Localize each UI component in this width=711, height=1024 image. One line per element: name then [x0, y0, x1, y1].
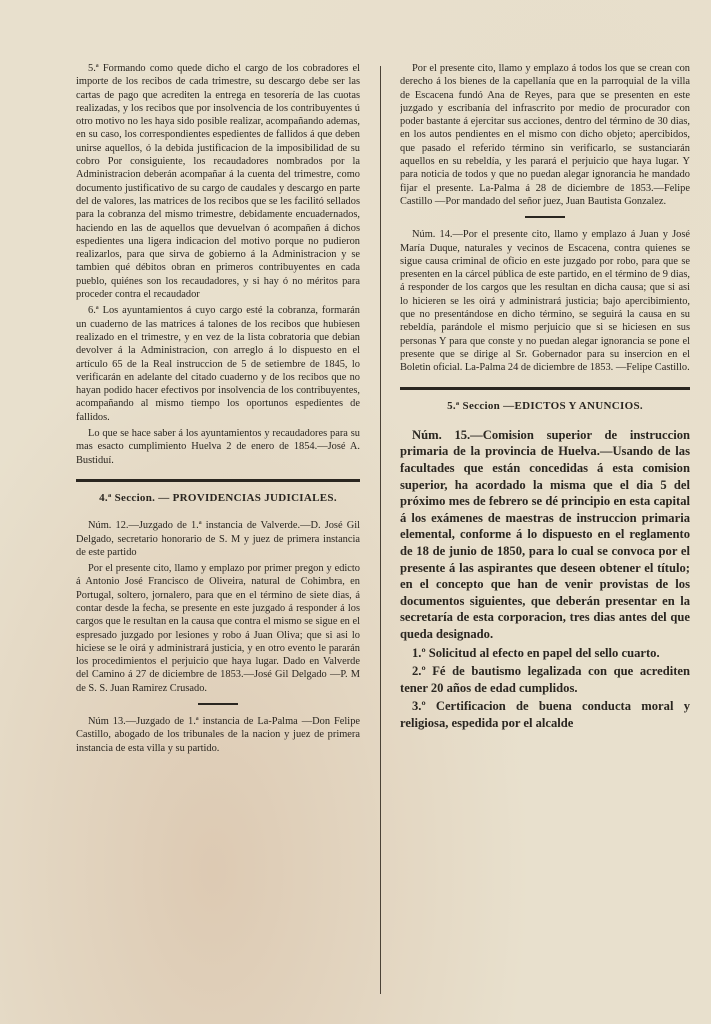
num15-body: Núm. 15.—Comision superior de instruccion primaria de la provincia de Huelva.—Usando de las facultades que están concedidas á esta comision superior, ha acordado la misma que el dia 5 del próximo mes de febrero se dé principio en esta capital á los exámenes de maestras de instruccion primaria elemental, conforme á lo dispuesto en el reglamento de 18 de junio de 1850, para lo cual se convoca por el presente á las aspirantes que deseen obtener el título; en el concepto que han de venir provistas de los documentos siguientes, que deberán presentar en la secretaría de esta corporacion, tres dias antes del que queda designado. — [400, 427, 690, 641]
num15-item-3: 3.º Certificacion de buena conducta moral y religiosa, espedida por el alcalde — [400, 699, 690, 730]
left-column — [76, 62, 360, 1004]
num15-item-1: 1.º Solicitud al efecto en papel del sello cuarto. — [412, 645, 660, 660]
num12-body: Por el presente cito, llamo y emplazo por primer pregon y edicto á Antonio José Francisco de Oliveira, natural de Cohimbra, en Portugal, soltero, jornalero, para que en el término de siete dias, á contar desde la fecha, se presente en este juzgado á responder á los cargos que le resultan en la causa que contra el mismo se sigue en el espresado juzgado por lesiones y robo á Juan Oliva; que si asi lo hiciese se le oirá y administrará justicia, y en otro evento le pararán los procedimientos el perjuicio que haya lugar. Dado en Valverde del Camino á 27 de diciembre de 1853.—José Gil Delgado —P. M de S. S. Juan Ramirez Crusado. — [76, 563, 360, 694]
section-title-edicts: 5.ª Seccion —EDICTOS Y ANUNCIOS. — [447, 399, 643, 412]
num13-header: Núm 13.—Juzgado de 1.ª instancia de La-Palma —Don Felipe Castillo, abogado de los tribunales de la nacion y juez de primera instancia de esta villa y su partido. — [76, 716, 360, 754]
paragraph-rule-6: 6.ª Los ayuntamientos á cuyo cargo esté la cobranza, formarán un cuaderno de las matrices á talones de los recibos que hubiesen realizado en el trimestre, y en vez de la lista cobratoria que debian devolver á la Administracion, con arreglo á lo dispuesto en el artículo 65 de la Real instruccion de 5 de setiembre de 1845, lo verificarán en adelante del citado cuaderno y de los recibos que no hayan podido hacer efectivos por insolvencia de los contribuyentes, acompañando al mismo tiempo los oportunos espedientes de fallidos. — [76, 305, 360, 423]
num12-header: Núm. 12.—Juzgado de 1.ª instancia de Valverde.—D. José Gil Delgado, secretario honorario de S. M y juez de primera instancia de este partido — [76, 520, 360, 558]
item-separator — [525, 216, 565, 218]
item-separator — [198, 703, 238, 705]
num15-block — [400, 427, 690, 732]
closing-notice: Lo que se hace saber á los ayuntamientos y recaudadores para su mas esacto cumplimiento Huelva 2 de enero de 1854.—José A. Bustiduí. — [76, 428, 360, 466]
section-divider — [76, 479, 360, 482]
num15-item-2: 2.º Fé de bautismo legalizada con que acrediten tener 20 años de edad cumplidos. — [400, 664, 690, 695]
section-divider — [400, 387, 690, 390]
num13-body: Por el presente cito, llamo y emplazo á todos los que se crean con derecho á los bienes de la capellanía que en la parroquial de la villa de Escacena fundó Ana de Reyes, para que se presenten en este juzgado y escribanía del infrascrito por medio de procurador con poder bastante á ejercitar sus acciones, dentro del término de 30 dias, en los autos pendientes en el mismo con dicho objeto; apercibidos, que pasado el referido término sin verificarlo, se sustanciarán aquellos en su rebeldía, y les parará el perjuicio que haya lugar. Y para noticia de todos y que no puedan alegar ignorancia he mandado fijar el presente. La-Palma á 28 de diciembre de 1853.—Felipe Castillo —Por mandado del señor juez, Juan Bautista Gonzalez. — [400, 63, 690, 207]
section-title-judicial: 4.ª Seccion. — PROVIDENCIAS JUDICIALES. — [99, 491, 337, 504]
paragraph-rule-5: 5.ª Formando como quede dicho el cargo de los cobradores el importe de los recibos de cada trimestre, su descargo debe ser las cartas de pago que acrediten la entrega en tesorería de las cuotas realizadas, y los recibos que por insolvencia de los contribuyentes ú otro motivo no les haya sido posible realizar, acompañando ademas, en su caso, los correspondientes espedientes de fallidos á que deben unirse aquellos, ó la debida justificacion de la imposibilidad de su cobro Por consiguiente, los recaudadores nombrados por la Administracion deberán acompañar á la cuenta del trimestre, como documento justificativo de su cargo de caudales y descargo en parte del de valores, las matrices de los recibos que se les facilitó sellados para la cobranza del mismo trimestre, debidamente encuadernados, haciendo en las de aquellos que devuelvan ó acompañen á dichos espedientes una ligera indicacion del motivo porque no pudieron realizarlos, para que sirva de gobierno á la Administracion y se tambien qué débitos obran en primeros contribuyentes en cada pueblo, quiénes son los recaudadores, y si hay ó no méritos para proceder contra el recaudador — [76, 63, 360, 301]
right-column — [400, 62, 690, 1004]
column-rule — [380, 66, 381, 994]
num14: Núm. 14.—Por el presente cito, llamo y emplazo á Juan y José María Duque, naturales y vecinos de Escacena, contra quienes se sigue causa criminal de oficio en este juzgado por robo, para que se presenten en la cárcel pública de este partido, en el término de 9 dias, á responder de los cargos que les resultan en dicha causa; que si asi lo hicieren se les oirá y administrará justicia; bajo apercibimiento, que no presentándose en dicho término, se seguirá la causa en su rebeldía, parándole el mismo perjuicio que si se hiciesen en sus personas Y para que conste y no puedan alegar ignorancia se pone el presente que se dirige al Sr. Gobernador para su insercion en el Boletin oficial. La-Palma 24 de diciembre de 1853. —Felipe Castillo. — [400, 229, 690, 374]
